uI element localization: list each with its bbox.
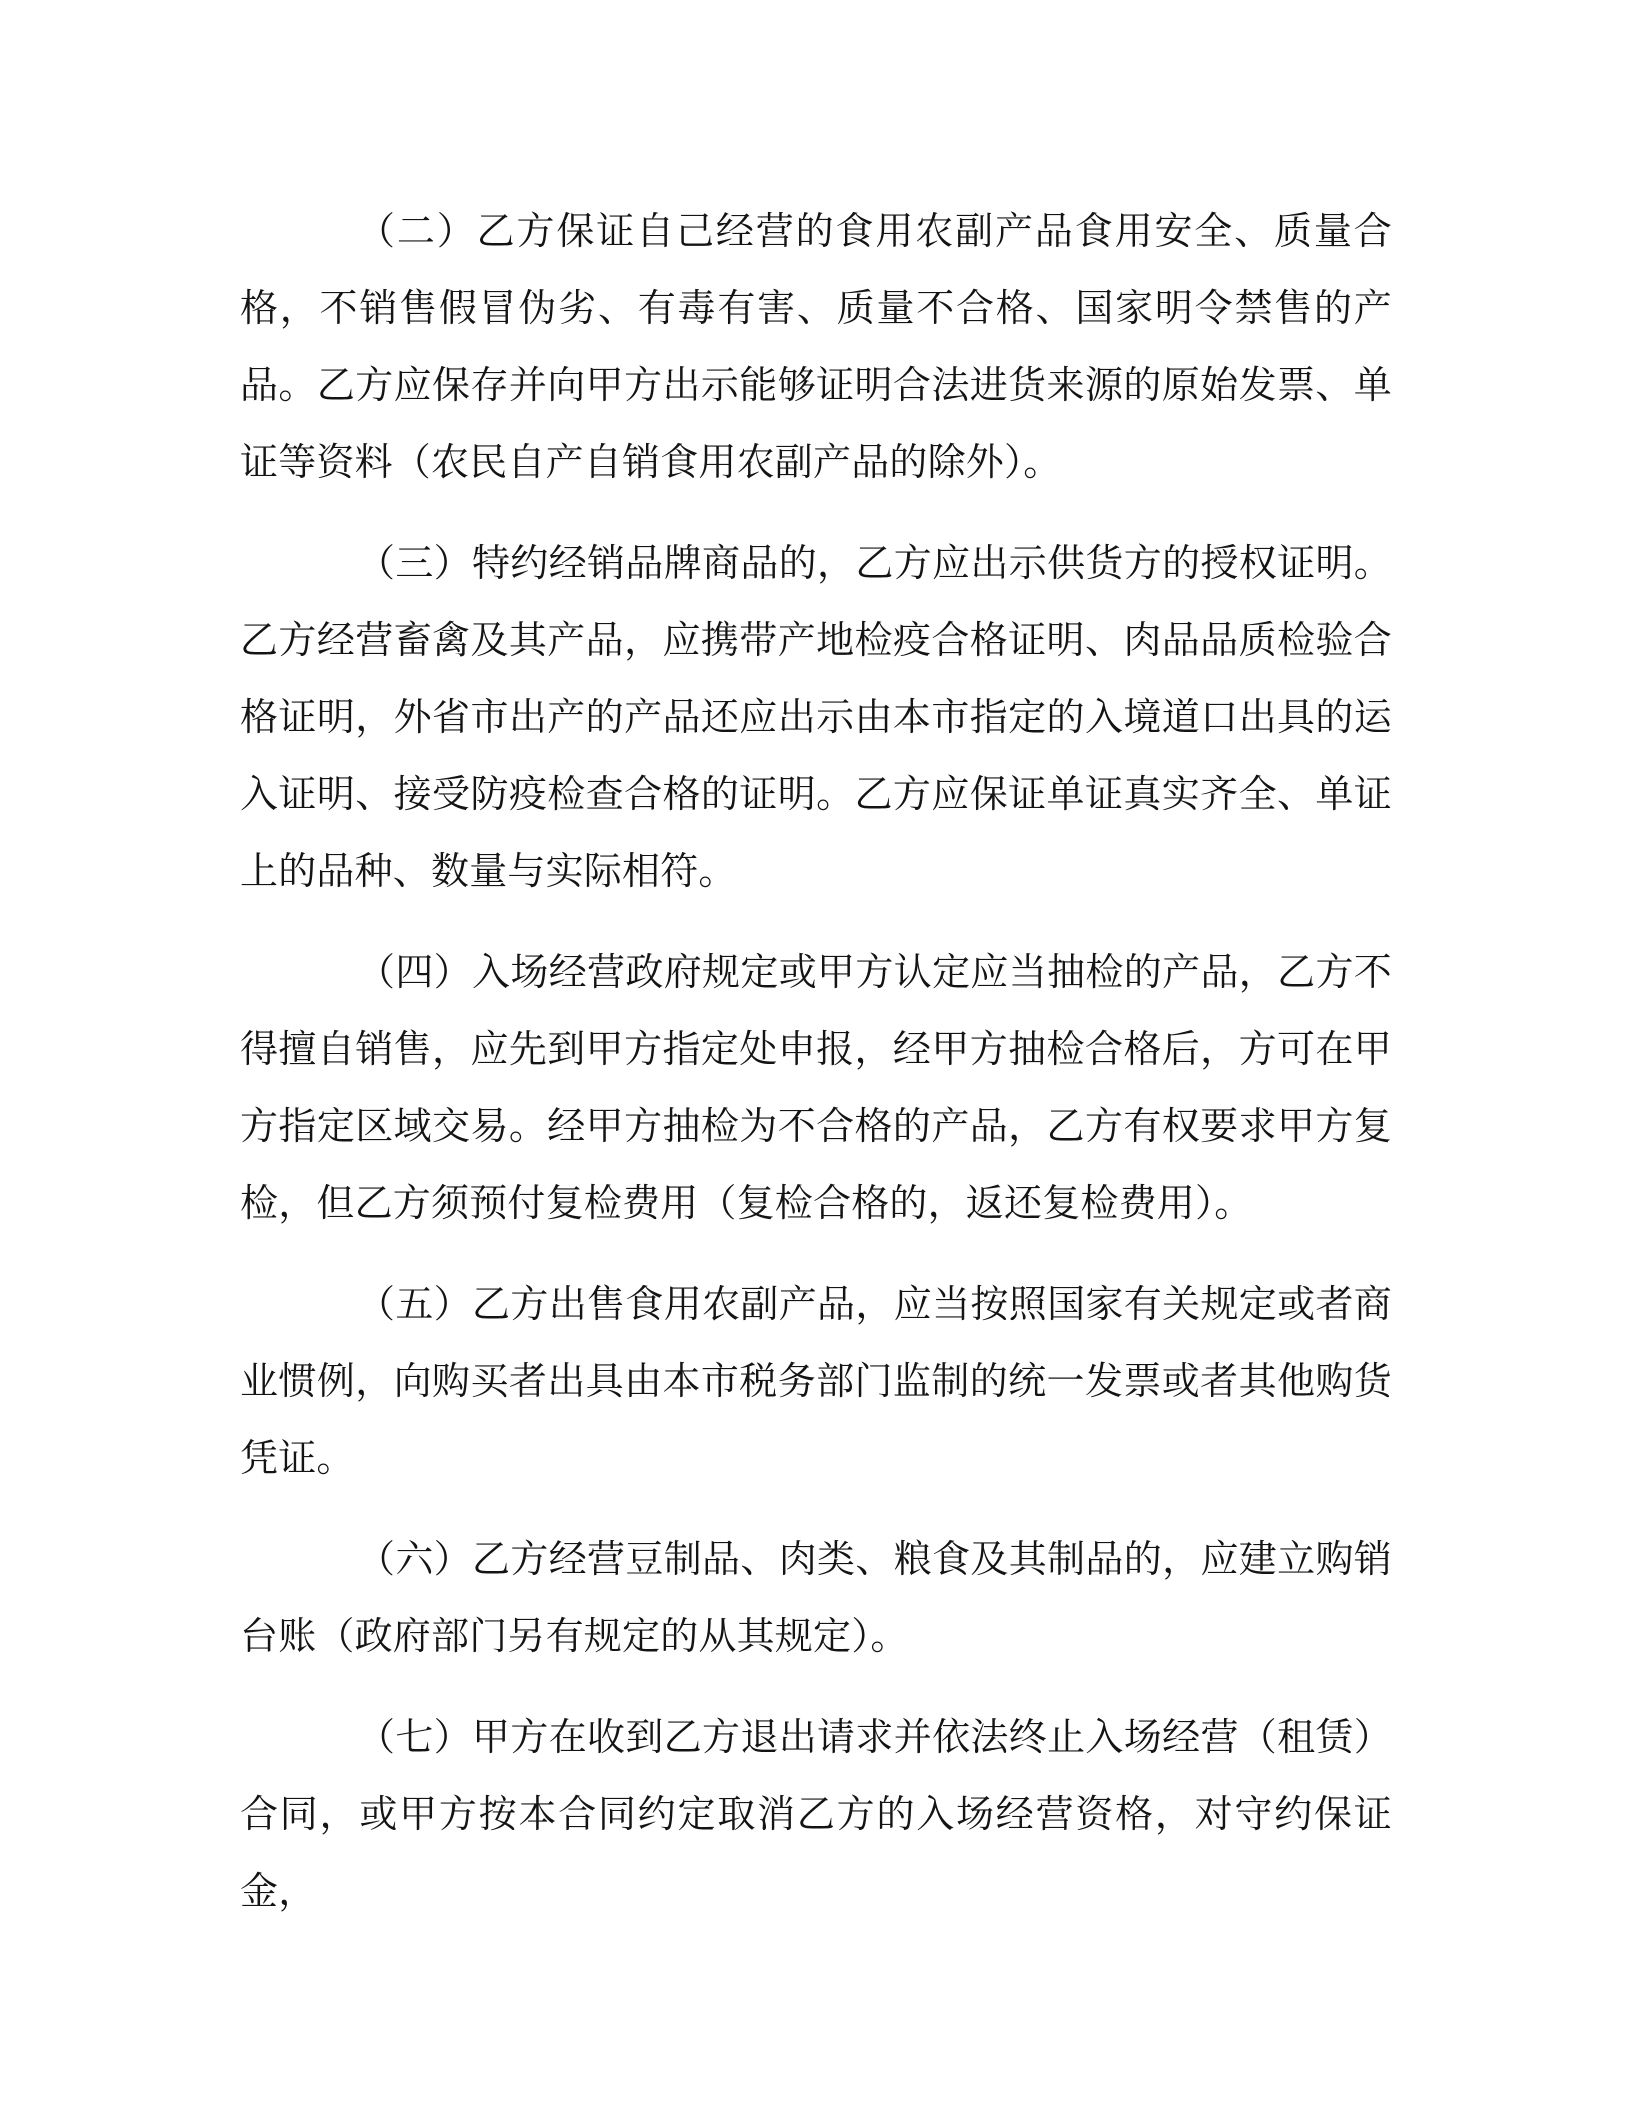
clause-3-paragraph: （三）特约经销品牌商品的，乙方应出示供货方的授权证明。乙方经营畜禽及其产品，应携带产地检疫合格证明、肉品品质检验合格证明，外省市出产的产品还应出示由本市指定的入境道口出具的运入证明、接受防疫检查合格的证明。乙方应保证单证真实齐全、单证上的品种、数量与实际相符。 [240, 541, 1392, 893]
clause-7-paragraph: （七）甲方在收到乙方退出请求并依法终止入场经营（租赁）合同，或甲方按本合同约定取消乙方的入场经营资格，对守约保证金， [240, 1715, 1392, 1913]
clause-2-paragraph: （二）乙方保证自己经营的食用农副产品食用安全、质量合格，不销售假冒伪劣、有毒有害、质量不合格、国家明令禁售的产品。乙方应保存并向甲方出示能够证明合法进货来源的原始发票、单证等资料（农民自产自销食用农副产品的除外）。 [240, 209, 1392, 484]
clause-5-paragraph: （五）乙方出售食用农副产品，应当按照国家有关规定或者商业惯例，向购买者出具由本市税务部门监制的统一发票或者其他购货凭证。 [240, 1282, 1392, 1480]
document-body [240, 193, 1392, 1954]
clause-6-paragraph: （六）乙方经营豆制品、肉类、粮食及其制品的，应建立购销台账（政府部门另有规定的从其规定）。 [240, 1537, 1392, 1658]
clause-4-paragraph: （四）入场经营政府规定或甲方认定应当抽检的产品，乙方不得擅自销售，应先到甲方指定处申报，经甲方抽检合格后，方可在甲方指定区域交易。经甲方抽检为不合格的产品，乙方有权要求甲方复检，但乙方须预付复检费用（复检合格的，返还复检费用）。 [240, 950, 1392, 1225]
